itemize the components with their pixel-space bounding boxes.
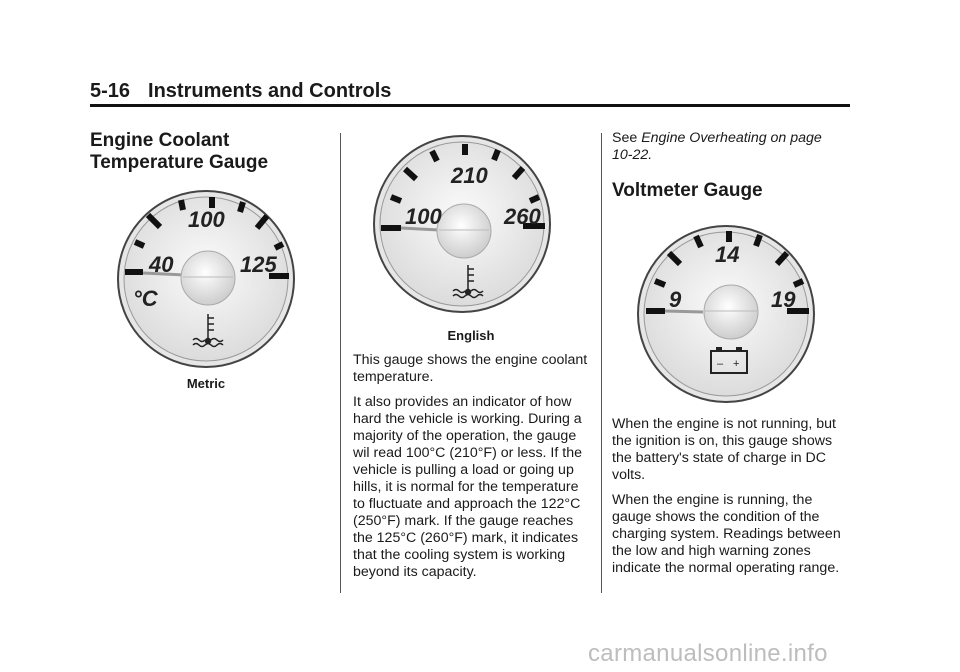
coolant-paragraph-2: It also provides an indicator of how hard the vehicle is working. During a majority of the operation, the gauge wil read 100°C (210°F) or less. If the vehicle is pulling a load or going up hills, it is normal for the temperature to fluctuate and approach the 122°C (250°F) mark. If the gauge reaches the 125°C (260°F) mark, it indicates that the cooling system is working beyond its capacity.: [353, 394, 582, 580]
see-reference: [612, 130, 844, 164]
metric-unit-label: °C: [133, 286, 158, 311]
english-label-right: 260: [504, 204, 541, 229]
metric-temperature-gauge: [115, 188, 297, 370]
coolant-paragraph-1: This gauge shows the engine coolant temperature.: [353, 352, 588, 385]
column-1: [90, 130, 330, 174]
english-label-left: 100: [405, 204, 442, 229]
section-title: Instruments and Controls: [148, 80, 392, 102]
english-caption: English: [447, 328, 495, 343]
volt-label-top: 14: [715, 242, 740, 267]
header-rule: [90, 104, 850, 107]
watermark: carmanualsonline.info: [588, 640, 828, 667]
voltmeter-paragraph-1: When the engine is not running, but the ignition is on, this gauge shows the battery's state of charge in DC volts.: [612, 416, 837, 483]
page-header: [90, 80, 391, 103]
english-temperature-gauge: [371, 133, 553, 315]
voltmeter-gauge: [635, 223, 817, 405]
volt-label-left: 9: [669, 287, 682, 312]
metric-label-right: 125: [240, 252, 277, 277]
english-label-top: 210: [451, 163, 488, 188]
battery-minus: –: [717, 358, 724, 370]
coolant-heading: [90, 130, 330, 174]
column-3-top: [612, 130, 844, 202]
metric-caption: Metric: [186, 376, 226, 391]
coolant-heading-line1: Engine Coolant: [90, 130, 230, 151]
volt-label-right: 19: [771, 287, 796, 312]
overheating-link[interactable]: Engine Overheating on page 10-22.: [612, 130, 822, 163]
see-prefix: See: [612, 130, 642, 146]
column-divider-1: [340, 133, 341, 593]
column-3-text: [612, 416, 852, 585]
metric-label-left: 40: [149, 252, 174, 277]
coolant-heading-line2: Temperature Gauge: [90, 152, 269, 173]
column-2-text: [353, 352, 593, 589]
page-number: 5-16: [90, 80, 131, 102]
battery-plus: +: [733, 358, 740, 370]
voltmeter-paragraph-2: When the engine is running, the gauge shows the condition of the charging system. Readings between the low and high warning zones indicate the normal operating range.: [612, 492, 841, 576]
voltmeter-heading: Voltmeter Gauge: [612, 180, 763, 201]
column-divider-2: [601, 133, 602, 593]
metric-label-top: 100: [188, 207, 225, 232]
